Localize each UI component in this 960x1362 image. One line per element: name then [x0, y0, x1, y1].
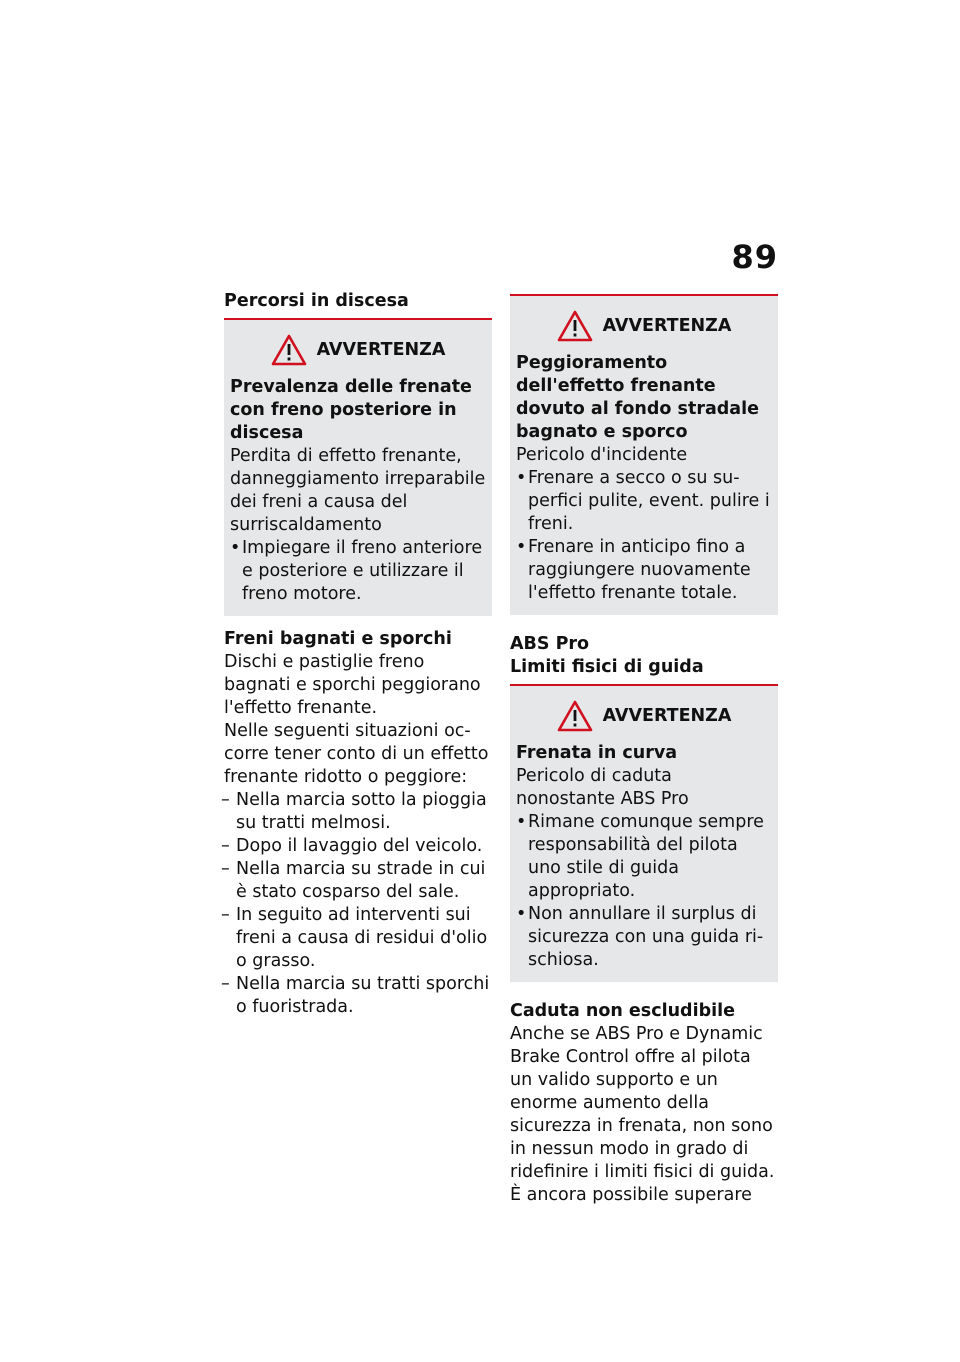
warning-box — [510, 296, 778, 615]
section-heading-caduta: Caduta non escludibile — [510, 1001, 735, 1021]
list-item: • Non annullare il surplus di sicurezza con una guida rischiosa. — [516, 903, 772, 972]
warning-label: AVVERTENZA — [316, 340, 446, 360]
list-item: • Rimane comunque sempre responsabilità del pilota uno stile di guida appropriato. — [516, 811, 772, 903]
section-heading-freni: Freni bagnati e sporchi — [224, 629, 452, 649]
warning-header — [516, 700, 772, 732]
section-heading-percorsi: Percorsi in discesa — [224, 291, 409, 311]
warning-title: Prevalenza delle frenate con freno posteriore in discesa — [230, 377, 472, 443]
warning-box — [510, 686, 778, 982]
left-column — [224, 290, 492, 1019]
warning-title: Peggioramento dell'effetto frenante dovuto al fondo stradale bagnato e sporco — [516, 353, 759, 442]
warning-bullets — [516, 811, 772, 972]
list-item: – Nella marcia su strade in cui è stato cosparso del sale. — [224, 858, 492, 904]
list-item: • Impiegare il freno anteriore e posteriore e utilizzare il freno motore. — [230, 537, 486, 606]
paragraph: Nelle seguenti situazioni occorre tener conto di un effetto frenante ridotto o peggiore: — [224, 721, 489, 787]
right-column — [510, 290, 778, 1207]
warning-triangle-icon — [271, 334, 307, 366]
list-item: – Nella marcia sotto la pioggia su tratti melmosi. — [224, 789, 492, 835]
list-item: – Dopo il lavaggio del veicolo. — [224, 835, 492, 858]
warning-header — [516, 310, 772, 342]
warning-text: Pericolo di caduta nonostante ABS Pro — [516, 766, 689, 809]
warning-text: Perdita di effetto frenante, danneggiamento irreparabile dei freni a causa del surriscaldamento — [230, 446, 486, 535]
warning-triangle-icon — [557, 310, 593, 342]
list-item: • Frenare in anticipo fino a raggiungere nuovamente l'effetto frenante totale. — [516, 536, 772, 605]
warning-header — [230, 334, 486, 366]
paragraph: Dischi e pastiglie freno bagnati e sporchi peggiorano l'effetto frenante. — [224, 652, 481, 718]
paragraph: Anche se ABS Pro e Dynamic Brake Control offre al pilota un valido supporto e un enorme aumento della sicurezza in frenata, non sono in nessun modo in grado di ridefinire i limiti fisici di guida. È ancora possibile superare — [510, 1024, 775, 1205]
warning-triangle-icon — [557, 700, 593, 732]
page-number: 89 — [731, 238, 778, 276]
section-heading-abs: ABS Pro — [510, 634, 590, 654]
dash-list — [224, 789, 492, 1019]
warning-title: Frenata in curva — [516, 743, 678, 763]
list-item: – In seguito ad interventi sui freni a causa di residui d'olio o grasso. — [224, 904, 492, 973]
list-item: – Nella marcia su tratti sporchi o fuoristrada. — [224, 973, 492, 1019]
warning-bullets — [230, 537, 486, 606]
warning-label: AVVERTENZA — [602, 706, 732, 726]
warning-bullets — [516, 467, 772, 605]
warning-text: Pericolo d'incidente — [516, 445, 688, 465]
warning-label: AVVERTENZA — [602, 316, 732, 336]
warning-box — [224, 320, 492, 616]
list-item: • Frenare a secco o su superfici pulite, event. pulire i freni. — [516, 467, 772, 536]
section-heading-limiti: Limiti fisici di guida — [510, 657, 704, 677]
